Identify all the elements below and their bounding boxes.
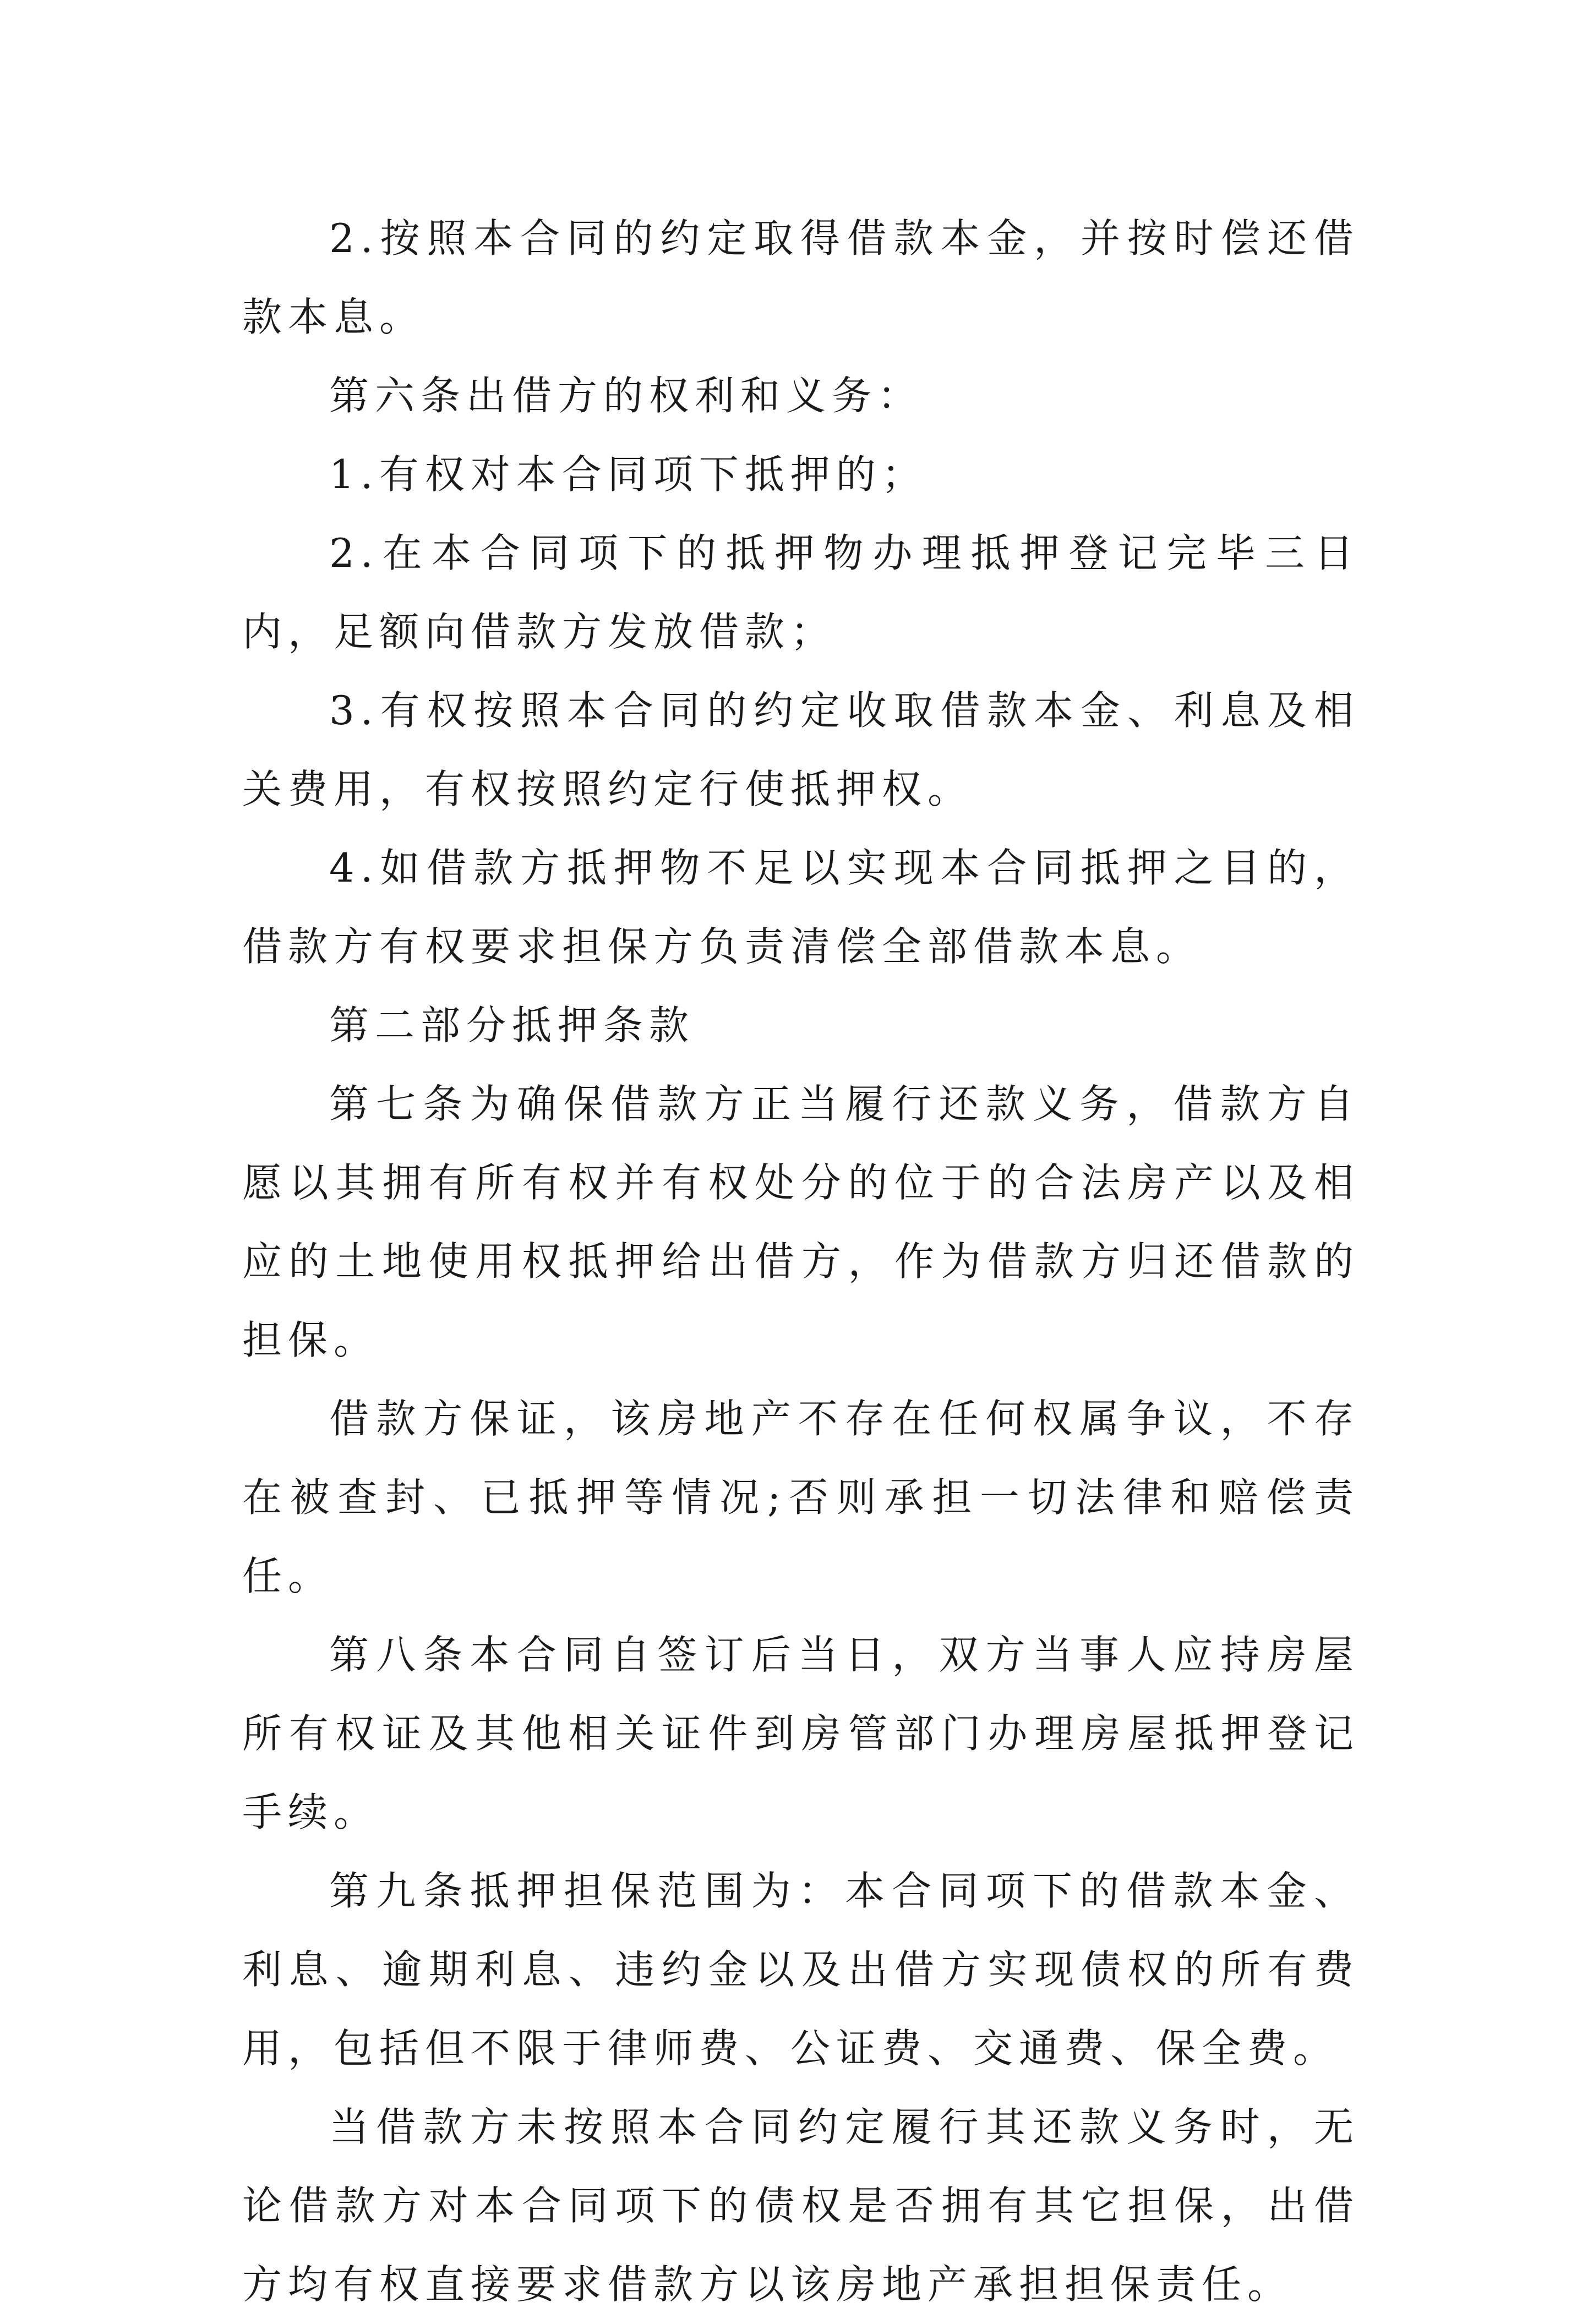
paragraph-clause-5-2: 2.按照本合同的约定取得借款本金，并按时偿还借款本息。 [242,215,1360,340]
paragraph-clause-6-3: 3.有权按照本合同的约定收取借款本金、利息及相关费用，有权按照约定行使抵押权。 [242,687,1360,812]
paragraph-guarantee: 借款方保证，该房地产不存在任何权属争议，不存在被查封、已抵押等情况;否则承担一切法律和赔偿责任。 [242,1396,1360,1599]
paragraph-clause-6-4: 4.如借款方抵押物不足以实现本合同抵押之目的，借款方有权要求担保方负责清偿全部借款本息。 [242,845,1360,970]
paragraph-article-9: 第九条抵押担保范围为：本合同项下的借款本金、利息、逾期利息、违约金以及出借方实现债权的所有费用，包括但不限于律师费、公证费、交通费、保全费。 [242,1868,1360,2071]
paragraph-clause-6-2: 2.在本合同项下的抵押物办理抵押登记完毕三日内，足额向借款方发放借款； [242,530,1360,655]
document-body [242,199,1360,2324]
heading-article-6: 第六条出借方的权利和义务： [329,373,924,419]
paragraph-clause-6-1: 1.有权对本合同项下抵押的； [329,451,928,497]
paragraph-article-8: 第八条本合同自签订后当日，双方当事人应持房屋所有权证及其他相关证件到房管部门办理房屋抵押登记手续。 [242,1632,1360,1835]
heading-part-2: 第二部分抵押条款 [329,1002,695,1048]
paragraph-article-7: 第七条为确保借款方正当履行还款义务，借款方自愿以其拥有所有权并有权处分的位于的合法房产以及相应的土地使用权抵押给出借方，作为借款方归还借款的担保。 [242,1081,1360,1363]
paragraph-default-liability: 当借款方未按照本合同约定履行其还款义务时，无论借款方对本合同项下的债权是否拥有其它担保，出借方均有权直接要求借款方以该房地产承担担保责任。 [242,2104,1360,2307]
